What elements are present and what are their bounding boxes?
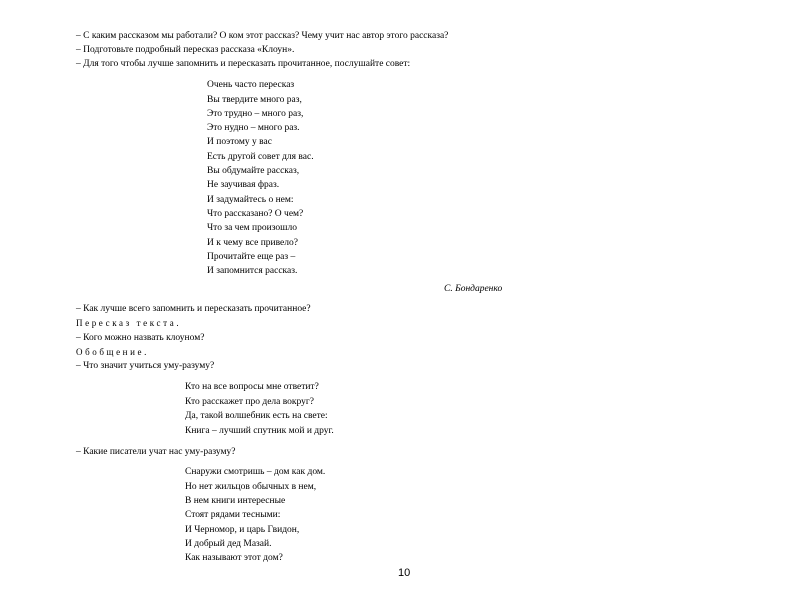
poem-line: Что рассказано? О чем? bbox=[207, 209, 304, 219]
page-number: 10 bbox=[398, 567, 411, 579]
poem-line: Вы обдумайте рассказ, bbox=[207, 166, 300, 176]
poem-line: Кто расскажет про дела вокруг? bbox=[185, 397, 315, 407]
poem-line: Вы твердите много раз, bbox=[207, 95, 302, 105]
poem-line: Не заучивая фраз. bbox=[207, 180, 280, 190]
poem-line: И добрый дед Мазай. bbox=[185, 539, 272, 549]
poem-line: Стоят рядами тесными: bbox=[185, 510, 281, 520]
poem-line: Прочитайте еще раз – bbox=[207, 252, 296, 262]
poem-author: С. Бондаренко bbox=[444, 284, 503, 294]
poem-line: В нем книги интересные bbox=[185, 496, 286, 506]
intro-question-1: – С каким рассказом мы работали? О ком этот рассказ? Чему учит нас автор этого рассказа? bbox=[76, 31, 449, 41]
poem-line: И запомнится рассказ. bbox=[207, 266, 298, 276]
question-writers: – Какие писатели учат нас уму-разуму? bbox=[76, 447, 236, 457]
poem-line: И поэтому у вас bbox=[207, 137, 272, 147]
section-summary: Обобщение. bbox=[76, 347, 149, 357]
poem-line: Это трудно – много раз, bbox=[207, 109, 304, 119]
poem-line: Да, такой волшебник есть на свете: bbox=[185, 411, 328, 421]
poem-line: Снаружи смотришь – дом как дом. bbox=[185, 467, 326, 477]
intro-advice: – Для того чтобы лучше запомнить и пересказать прочитанное, послушайте совет: bbox=[76, 59, 411, 69]
poem-line: И задумайтесь о нем: bbox=[207, 195, 294, 205]
section-retell: Пересказ текста. bbox=[76, 318, 182, 328]
poem-line: И к чему все привело? bbox=[207, 238, 298, 248]
question-wisdom: – Что значит учиться уму-разуму? bbox=[76, 361, 215, 371]
question-remember: – Как лучше всего запомнить и пересказать прочитанное? bbox=[76, 304, 311, 314]
poem-line: Очень часто пересказ bbox=[207, 80, 295, 90]
question-clown: – Кого можно назвать клоуном? bbox=[76, 333, 205, 343]
poem-line: И Черномор, и царь Гвидон, bbox=[185, 525, 300, 535]
poem-line: Это нудно – много раз. bbox=[207, 123, 300, 133]
poem-line: Но нет жильцов обычных в нем, bbox=[185, 482, 317, 492]
poem-line: Что за чем произошло bbox=[207, 223, 297, 233]
intro-task: – Подготовьте подробный пересказ рассказа «Клоун». bbox=[76, 45, 295, 55]
poem-line: Кто на все вопросы мне ответит? bbox=[185, 382, 319, 392]
poem-line: Как называют этот дом? bbox=[185, 553, 283, 563]
poem-line: Книга – лучший спутник мой и друг. bbox=[185, 426, 334, 436]
poem-line: Есть другой совет для вас. bbox=[207, 152, 314, 162]
